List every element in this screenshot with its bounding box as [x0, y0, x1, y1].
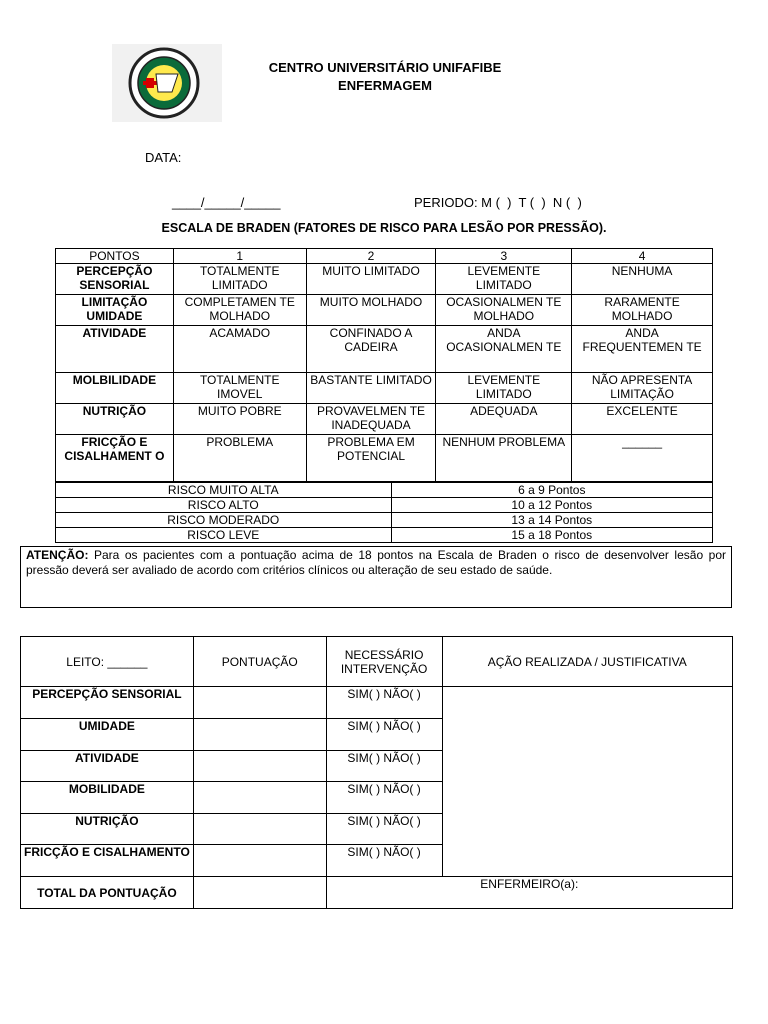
intervention-choice[interactable]: SIM( ) NÃO( ): [326, 782, 442, 814]
department-name: ENFERMAGEM: [338, 78, 432, 93]
attention-box: [20, 546, 732, 608]
factor-cell: UMIDADE: [21, 719, 194, 751]
score-cell: ANDA OCASIONALMEN TE: [436, 326, 572, 373]
factor-cell: MOLBILIDADE: [56, 373, 174, 404]
header-cell: 1: [173, 249, 306, 264]
score-cell: PROBLEMA EM POTENCIAL: [306, 435, 436, 482]
score-input[interactable]: [193, 687, 326, 719]
factor-cell: FRICÇÃO E CISALHAMENTO: [21, 845, 194, 877]
assessment-table: [20, 636, 733, 909]
score-input[interactable]: [193, 845, 326, 877]
score-cell: LEVEMENTE LIMITADO: [436, 264, 572, 295]
score-header: PONTUAÇÃO: [193, 637, 326, 687]
table-row: [56, 404, 713, 435]
assessment-row: [21, 687, 733, 719]
table-header-row: [56, 249, 713, 264]
table-row: [56, 264, 713, 295]
risk-range: 13 a 14 Pontos: [391, 513, 712, 528]
score-cell: CONFINADO A CADEIRA: [306, 326, 436, 373]
braden-table: [55, 248, 713, 482]
factor-cell: NUTRIÇÃO: [56, 404, 174, 435]
intervention-choice[interactable]: SIM( ) NÃO( ): [326, 719, 442, 751]
scale-title: ESCALA DE BRADEN (FATORES DE RISCO PARA LESÃO POR PRESSÃO).: [161, 221, 607, 235]
institution-name: CENTRO UNIVERSITÁRIO UNIFAFIBE: [268, 60, 502, 75]
score-cell: PROBLEMA: [173, 435, 306, 482]
header-cell: PONTOS: [56, 249, 174, 264]
factor-cell: PERCEPÇÃO SENSORIAL: [21, 687, 194, 719]
score-cell: NENHUM PROBLEMA: [436, 435, 572, 482]
factor-cell: NUTRIÇÃO: [21, 814, 194, 845]
date-label: DATA:: [145, 150, 182, 165]
assessment-total-row: [21, 877, 733, 909]
risk-row: [56, 528, 713, 543]
score-cell: COMPLETAMEN TE MOLHADO: [173, 295, 306, 326]
table-row: [56, 326, 713, 373]
intervention-choice[interactable]: SIM( ) NÃO( ): [326, 814, 442, 845]
score-cell: ANDA FREQUENTEMEN TE: [572, 326, 713, 373]
nurse-field[interactable]: ENFERMEIRO(a):: [326, 877, 732, 909]
period-field[interactable]: PERIODO: M ( ) T ( ) N ( ): [414, 195, 582, 210]
risk-label: RISCO ALTO: [56, 498, 392, 513]
risk-range: 6 a 9 Pontos: [391, 483, 712, 498]
factor-cell: ATIVIDADE: [56, 326, 174, 373]
score-cell: MUITO MOLHADO: [306, 295, 436, 326]
table-row: [56, 373, 713, 404]
score-cell: NENHUMA: [572, 264, 713, 295]
risk-range: 10 a 12 Pontos: [391, 498, 712, 513]
score-input[interactable]: [193, 814, 326, 845]
score-cell: OCASIONALMEN TE MOLHADO: [436, 295, 572, 326]
header-cell: 3: [436, 249, 572, 264]
intervention-header: NECESSÁRIO INTERVENÇÃO: [326, 637, 442, 687]
factor-cell: PERCEPÇÃO SENSORIAL: [56, 264, 174, 295]
factor-cell: FRICÇÃO E CISALHAMENT O: [56, 435, 174, 482]
risk-row: [56, 513, 713, 528]
score-cell: RARAMENTE MOLHADO: [572, 295, 713, 326]
score-cell: EXCELENTE: [572, 404, 713, 435]
score-cell: NÃO APRESENTA LIMITAÇÃO: [572, 373, 713, 404]
score-cell: MUITO LIMITADO: [306, 264, 436, 295]
attention-text: Para os pacientes com a pontuação acima de 18 pontos na Escala de Braden o risco de desenvolver lesão por pressão deverá ser avaliado de acordo com critérios clínicos ou alteração de seu estado de saúde.: [26, 548, 726, 577]
score-cell: BASTANTE LIMITADO: [306, 373, 436, 404]
assessment-header-row: [21, 637, 733, 687]
total-label: TOTAL DA PONTUAÇÃO: [21, 877, 194, 909]
score-cell: ACAMADO: [173, 326, 306, 373]
intervention-choice[interactable]: SIM( ) NÃO( ): [326, 687, 442, 719]
risk-label: RISCO MUITO ALTA: [56, 483, 392, 498]
bed-field[interactable]: LEITO: ______: [21, 637, 194, 687]
table-row: [56, 295, 713, 326]
risk-label: RISCO LEVE: [56, 528, 392, 543]
attention-label: ATENÇÃO:: [26, 548, 89, 562]
score-cell: TOTALMENTE LIMITADO: [173, 264, 306, 295]
score-input[interactable]: [193, 751, 326, 782]
table-row: [56, 435, 713, 482]
score-cell: TOTALMENTE IMOVEL: [173, 373, 306, 404]
factor-cell: ATIVIDADE: [21, 751, 194, 782]
score-cell: ADEQUADA: [436, 404, 572, 435]
header-cell: 4: [572, 249, 713, 264]
risk-label: RISCO MODERADO: [56, 513, 392, 528]
score-cell: ______: [572, 435, 713, 482]
intervention-choice[interactable]: SIM( ) NÃO( ): [326, 751, 442, 782]
score-input[interactable]: [193, 782, 326, 814]
total-input[interactable]: [193, 877, 326, 909]
risk-range: 15 a 18 Pontos: [391, 528, 712, 543]
header-cell: 2: [306, 249, 436, 264]
score-cell: PROVAVELMEN TE INADEQUADA: [306, 404, 436, 435]
action-header: AÇÃO REALIZADA / JUSTIFICATIVA: [442, 637, 732, 687]
score-cell: LEVEMENTE LIMITADO: [436, 373, 572, 404]
score-cell: MUITO POBRE: [173, 404, 306, 435]
risk-table: [55, 482, 713, 543]
action-input[interactable]: [442, 687, 732, 877]
factor-cell: MOBILIDADE: [21, 782, 194, 814]
intervention-choice[interactable]: SIM( ) NÃO( ): [326, 845, 442, 877]
date-field[interactable]: ____/_____/_____: [172, 195, 281, 210]
risk-row: [56, 498, 713, 513]
risk-row: [56, 483, 713, 498]
score-input[interactable]: [193, 719, 326, 751]
factor-cell: LIMITAÇÃO UMIDADE: [56, 295, 174, 326]
